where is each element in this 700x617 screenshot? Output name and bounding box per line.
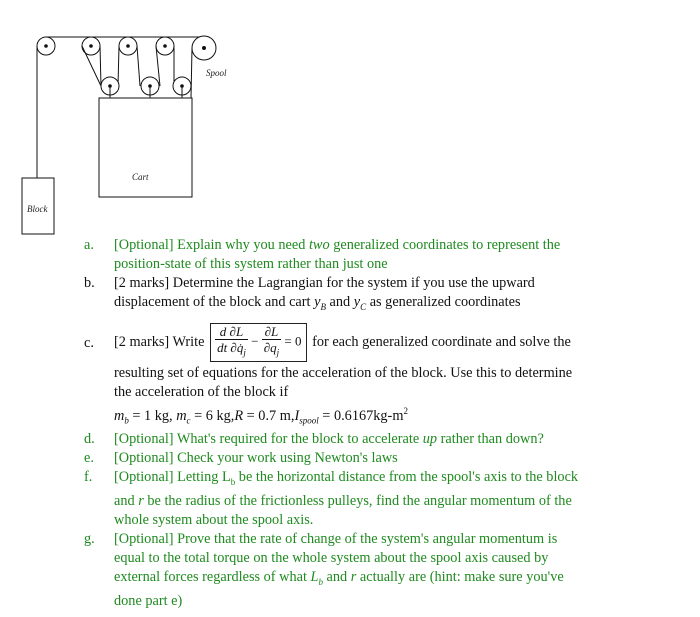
pulley-system-diagram: [0, 0, 700, 240]
cart: [99, 98, 192, 197]
question-d: d. [Optional] What's required for the block to accelerate up rather than down?: [84, 431, 544, 448]
question-letter: c.: [84, 334, 94, 351]
question-letter: b.: [84, 275, 95, 291]
question-letter: f.: [84, 469, 93, 486]
given-values: $m_b = 1$ kg, $m_c = 6$ kg,R = 0.7 $m,I_{spool} = 0.6167kg-m^2$: [114, 405, 408, 426]
question-g: g. [Optional] Prove that the rate of change of the system's angular momentum is equal to the total torque on the whole system about the spool axis caused by external forces regardless of what $L_b$ and r actually are (hint: make sure you've done part e): [84, 531, 564, 610]
question-a: a. [Optional] Explain why you need two generalized coordinates to represent the position-state of this system rather than just one: [84, 237, 561, 272]
question-letter: e.: [84, 450, 94, 467]
cart-label: Cart: [132, 172, 149, 182]
spool-label: Spool: [206, 68, 227, 78]
question-letter: g.: [84, 531, 95, 548]
question-letter: a.: [84, 237, 94, 253]
question-e: e. [Optional] Check your work using Newton's laws: [84, 450, 398, 467]
question-f: f. [Optional] Letting $L_b$ be the horizontal distance from the spool's axis to the block and r be the radius of the frictionless pulleys, find the angular momentum of the whole system about the spool axis.: [84, 469, 579, 529]
question-list: [84, 236, 684, 611]
question-b: b. [2 marks] Determine the Lagrangian for the system if you use the upward displacement of the block and cart $y_B$ and $y_C$ as generalized coordinates: [84, 275, 535, 312]
block-label: Block: [27, 204, 48, 214]
question-letter: d.: [84, 431, 95, 448]
euler-lagrange-equation: $\frac{d \partial L}{dt \partial q̇_j}$ − $\frac{\partial L}{\partial q_j}$ = 0: [210, 323, 306, 362]
question-c: c. [2 marks] Write $\frac{d \partial L}{dt \partial q̇_j}$ − $\frac{\partial L}{\partial q_j}$ = 0 for each generalized coordinate and solve the resulting set of equations for the acceleration of the block. Use this to determine the acceleration of the block if $m_b = 1$ kg, $m_c = 6$ kg,R = 0.7 $m,I_{spool} = 0.6167kg-m^2$: [84, 322, 684, 431]
